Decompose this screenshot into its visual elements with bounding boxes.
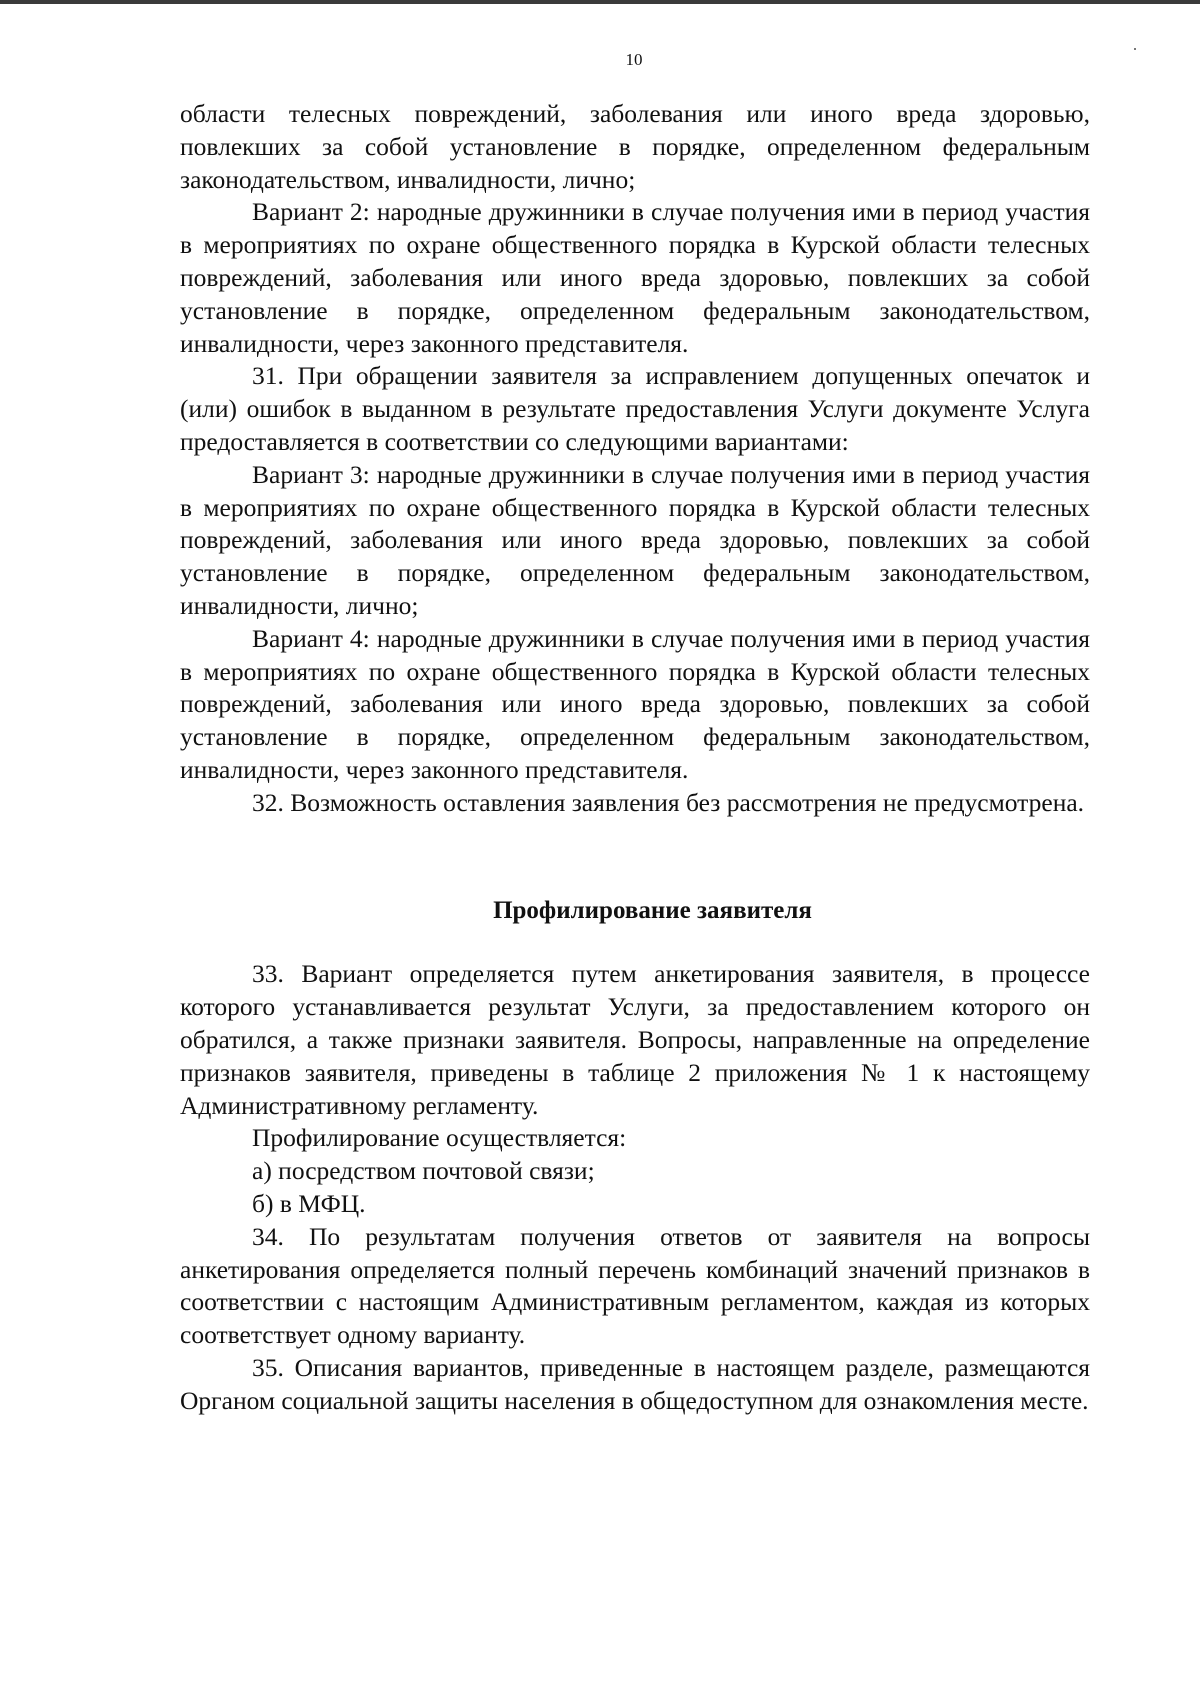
scan-edge-line — [0, 0, 1200, 4]
page-number: 10 — [625, 50, 643, 69]
list-item-b: б) в МФЦ. — [252, 1188, 366, 1218]
list-item-a: а) посредством почтовой связи; — [252, 1156, 595, 1186]
paragraph-31: 31. При обращении заявителя за исправлением допущенных опечаток и (или) ошибок в выданном в результате предоставления Услуги документе Услуга предоставляется в соответствии со следующими вариантами: — [180, 361, 1090, 456]
paragraph-33: 33. Вариант определяется путем анкетирования заявителя, в процессе которого устанавливается результат Услуги, за предоставлением которого он обратился, а также признаки заявителя. Вопросы, направленные на определение признаков заявителя, приведены в таблице 2 приложения № 1 к настоящему Административному регламенту. — [180, 959, 1090, 1120]
paragraph-continuation: области телесных повреждений, заболевания или иного вреда здоровью, повлекших за собой установление в порядке, определенном федеральным законодательством, инвалидности, лично; — [180, 99, 1090, 194]
document-body — [180, 98, 1090, 1417]
paragraph-profiling-intro: Профилирование осуществляется: — [252, 1123, 627, 1153]
paragraph-variant-4: Вариант 4: народные дружинники в случае получения ими в период участия в мероприятиях по охране общественного порядка в Курской области телесных повреждений, заболевания или иного вреда здоровью, повлекших за собой установление в порядке, определенном федеральным законодательством, инвалидности, через законного представителя. — [180, 623, 1090, 784]
paragraph-variant-2: Вариант 2: народные дружинники в случае получения ими в период участия в мероприятиях по охране общественного порядка в Курской области телесных повреждений, заболевания или иного вреда здоровью, повлекших за собой установление в порядке, определенном федеральным законодательством, инвалидности, через законного представителя. — [180, 197, 1090, 358]
paragraph-32: 32. Возможность оставления заявления без рассмотрения не предусмотрена. — [252, 787, 1085, 817]
paragraph-35: 35. Описания вариантов, приведенные в настоящем разделе, размещаются Органом социальной защиты населения в общедоступном для ознакомления месте. — [180, 1352, 1090, 1415]
paragraph-variant-3: Вариант 3: народные дружинники в случае получения ими в период участия в мероприятиях по охране общественного порядка в Курской области телесных повреждений, заболевания или иного вреда здоровью, повлекших за собой установление в порядке, определенном федеральным законодательством, инвалидности, лично; — [180, 459, 1090, 620]
paragraph-34: 34. По результатам получения ответов от заявителя на вопросы анкетирования определяется полный перечень комбинаций значений признаков в соответствии с настоящим Административным регламентом, каждая из которых соответствует одному варианту. — [180, 1221, 1090, 1350]
section-heading: Профилирование заявителя — [493, 896, 812, 924]
